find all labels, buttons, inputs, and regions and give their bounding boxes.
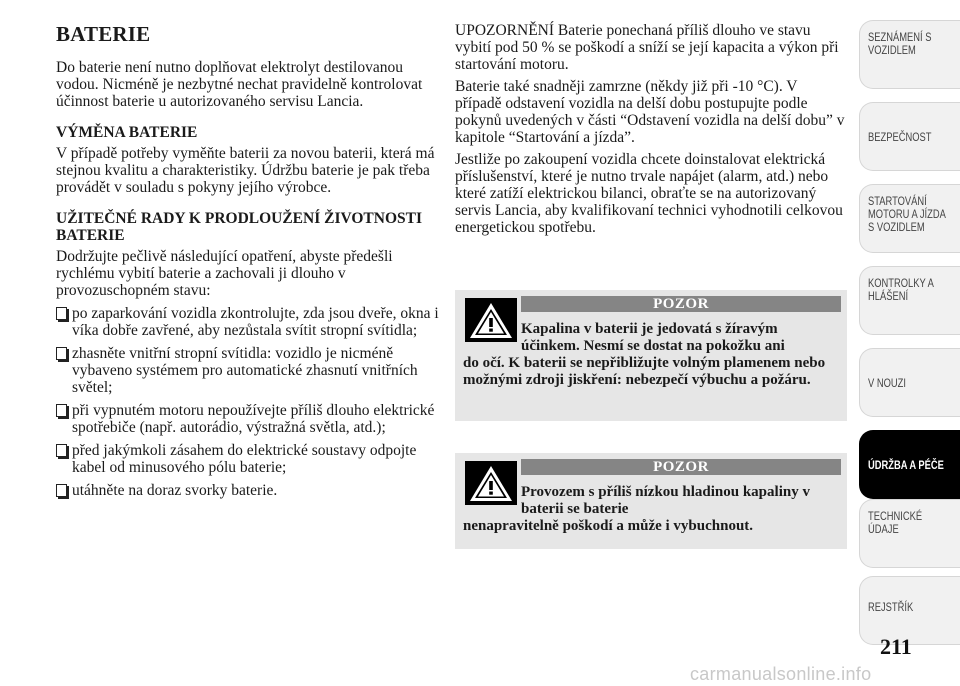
notice-paragraph: UPOZORNĚNÍ Baterie ponechaná příliš dlouho ve stavu vybití pod 50 % se poškodí a sníží se její kapacita a výkon při startování motoru.: [455, 22, 839, 73]
list-item: při vypnutém motoru nepoužívejte příliš dlouho elektrické spotřebiče (např. autorádio, výstražná světla, atd.);: [56, 402, 444, 436]
checkbox-bullet-icon: [56, 307, 67, 320]
replace-paragraph: V případě potřeby vyměňte baterii za novou baterii, která má stejnou kvalitu a charakteristiky. Údržbu baterie je pak třeba provádět v souladu s pokyny jejího výrobce.: [56, 145, 435, 196]
checkbox-bullet-icon: [56, 404, 67, 417]
tab-safety[interactable]: BEZPEČNOST: [859, 102, 960, 171]
section-title: BATERIE: [56, 22, 151, 46]
tab-starting[interactable]: STARTOVÁNÍ MOTORU A JÍZDA S VOZIDLEM: [859, 184, 960, 253]
warning-text: Provozem s příliš nízkou hladinou kapaliny v baterii se baterie nenapravitelně poškodí a může i vybuchnout.: [463, 484, 810, 534]
checkbox-bullet-icon: [56, 347, 67, 360]
tab-emergency[interactable]: V NOUZI: [859, 348, 960, 417]
tab-warnings[interactable]: KONTROLKY A HLÁŠENÍ: [859, 266, 960, 335]
checkbox-bullet-icon: [56, 444, 67, 457]
tips-intro: Dodržujte pečlivě následující opatření, abyste předešli rychlému vybití baterie a zachovali ji dlouho v provozuschopném stavu:: [56, 248, 393, 299]
page-number: 211: [880, 634, 912, 659]
list-item: před jakýmkoli zásahem do elektrické soustavy odpojte kabel od minusového pólu baterie;: [56, 442, 444, 476]
tab-maintenance[interactable]: ÚDRŽBA A PÉČE: [859, 430, 960, 499]
tips-list: [56, 305, 444, 499]
tab-intro[interactable]: SEZNÁMENÍ S VOZIDLEM: [859, 20, 960, 89]
list-item: utáhněte na doraz svorky baterie.: [56, 482, 444, 499]
warning-box-acid: [455, 290, 847, 421]
accessories-paragraph: Jestliže po zakoupení vozidla chcete doinstalovat elektrická příslušenství, které je nutno trvale napájet (alarm, atd.) nebo které zatíží elektrickou bilanci, obraťte se na autorizovaný servis Lancia, aby kvalifikovaní technici vyhodnotili celkovou energetickou spotřebu.: [455, 151, 843, 236]
checkbox-bullet-icon: [56, 484, 67, 497]
replace-heading: VÝMĚNA BATERIE: [56, 124, 198, 141]
list-item: zhasněte vnitřní stropní svítidla: vozidlo je nicméně vybaveno systémem pro automatické zhasnutí vnitřních světel;: [56, 345, 444, 396]
warning-text: Kapalina v baterii je jedovatá s žíravým účinkem. Nesmí se dostat na pokožku ani do očí. K baterii se nepřibližujte volným plamenem nebo možnými zdroji jiskření: nebezpečí výbuchu a požáru.: [463, 321, 826, 388]
list-item: po zaparkování vozidla zkontrolujte, zda jsou dveře, okna i víka dobře zavřené, aby nezůstala svítit stropní svítidla;: [56, 305, 444, 339]
freeze-paragraph: Baterie také snadněji zamrzne (někdy již při -10 °C). V případě odstavení vozidla na delší dobu postupujte podle pokynů uvedených v části “Odstavení vozidla na delší dobu” v kapitole “Startování a jízda”.: [455, 78, 845, 146]
left-column: [56, 22, 444, 505]
right-column: [455, 22, 847, 241]
warning-label: POZOR: [521, 296, 841, 312]
tab-index[interactable]: REJSTŘÍK: [859, 576, 960, 645]
intro-paragraph: Do baterie není nutno doplňovat elektrolyt destilovanou vodou. Nicméně je nezbytné nechat pravidelně kontrolovat účinnost baterie u autorizovaného servisu Lancia.: [56, 59, 423, 110]
tab-technical[interactable]: TECHNICKÉ ÚDAJE: [859, 499, 960, 568]
tips-heading: UŽITEČNÉ RADY K PRODLOUŽENÍ ŽIVOTNOSTI BATERIE: [56, 210, 423, 244]
watermark: carmanualsonline.info: [690, 664, 872, 684]
warning-box-level: [455, 453, 847, 549]
warning-label: POZOR: [521, 459, 841, 475]
